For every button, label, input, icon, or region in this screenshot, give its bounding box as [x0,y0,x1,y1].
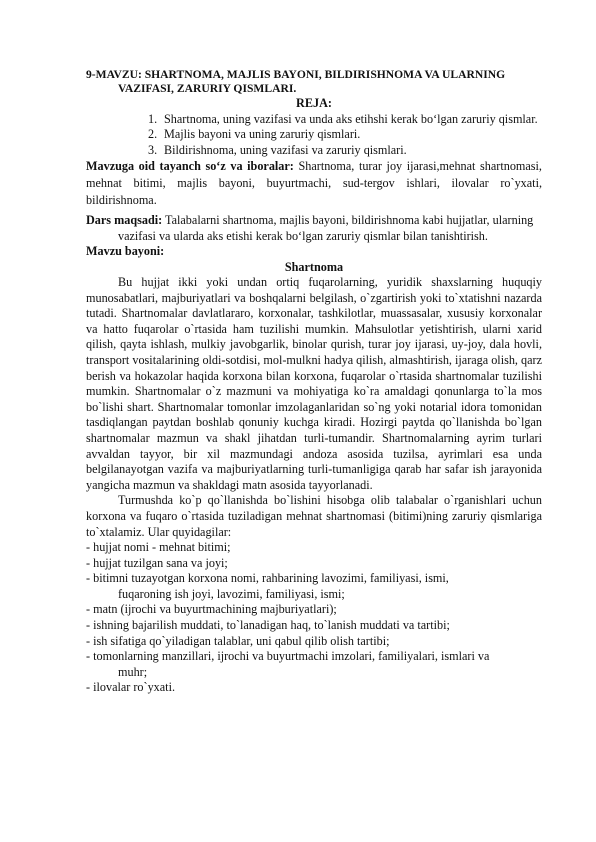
goal-label: Dars maqsadi: [86,213,163,227]
list-item-text: - bitimni tuzayotgan korxona nomi, rahbarining lavozimi, familiyasi, ismi, [86,571,449,586]
list-item [86,649,542,680]
list-item [86,602,542,618]
list-item [86,556,542,572]
plan-item-text: Shartnoma, uning vazifasi va unda aks etihshi kerak bo‘lgan zaruriy qismlar. [164,111,538,126]
requirements-list [86,540,542,696]
list-item [86,571,542,602]
goal-paragraph [86,213,542,244]
list-item-continuation: muhr; [118,664,148,679]
topic-line-2: VAZIFASI, ZARURIY QISMLARI. [118,82,297,95]
keywords-label: Mavzuga oid tayanch so‘z va iboralar: [86,159,294,173]
body-paragraph: Bu hujjat ikki yoki undan ortiq fuqarolarning, yuridik shaxslarning huquqiy munosabatlari, majburiyatlari va boshqalarni belgilash, o`zgartirish yoki to`xtatishni nazarda tutadi. Shartnomalar davlatlararo, korxonalar, tashkilotlar, muassasalar, xususiy korxonalar va hatto fuqarolar o`rtasida ham tuzilishi mumkin. Mahsulotlar yetishtirish, ularni xarid qilish, qayta ishlash, mulkiy javobgarlik, binolar qurish, turar joy ijarasi, uy-joy, dala hovli, transport vositalarining oldi-sotdisi, mol-mulkni hadya qilish, almashtirish, ijaraga olish, qarz berish va hokazolar haqida korxona bilan korxona, fuqarolar o`rtasida shartnomalar tuzilishi mumkin. Shartnomalar o`z mazmuni va mohiyatiga ko`ra amaldagi qonunlarga to`la mos bo`lishi shart. Shartnomalar tomonlar imzolaganlaridan so`ng yoki notarial idora tomonidan tasdiqlangan paytdan boshlab qonuniy kuchga kiradi. Hozirgi paytda qo`llanishda bo`lgan shartnomalar mazmun va shakl jihatdan turli-tumandir. Shartnomalarning ayrim turlari avvaldan tayyor, bir xil mazmundagi andoza asosida tuzilsa, ayrimlari esa unda belgilanayotgan vazifa va majburiyatlarning turli-tumanligiga qarab har safar ish jarayonida yangicha mazmun va shakldagi matn asosida tayyorlanadi. [86,275,542,492]
list-item [86,540,542,556]
plan-item-text: Majlis bayoni va uning zaruriy qismlari. [164,127,361,141]
keywords-paragraph [86,158,542,209]
list-item-text: - tomonlarning manzillari, ijrochi va buyurtmachi imzolari, familiyalari, ismlari va [86,649,490,664]
section-title: Shartnoma [284,259,344,274]
plan-item [148,143,542,159]
list-item-text: - ilovalar ro`yxati. [86,680,176,695]
list-item-text: - ish sifatiga qo`yiladigan talablar, uni qabul qilib olish tartibi; [86,633,390,648]
plan-item [148,127,542,143]
plan-list [86,112,542,159]
body-paragraph: Turmushda ko`p qo`llanishda bo`lishini hisobga olib talabalar o`rganishlari uchun korxona va fuqaro o`rtasida tuziladigan mehnat shartnomasi (bitimi)ning zaruriy qismlariga to`xtalamiz. Ular quyidagilar: [86,493,542,539]
list-item-continuation: fuqaroning ish joyi, lavozimi, familiyasi, ismi; [118,586,345,601]
list-item-text: - matn (ijrochi va buyurtmachining majburiyatlari); [86,602,337,617]
list-item-text: - hujjat nomi - mehnat bitimi; [86,540,231,555]
topic-line-1: 9-MAVZU: SHARTNOMA, MAJLIS BAYONI, BILDIRISHNOMA VA ULARNING [86,68,506,81]
plan-title: REJA: [296,96,332,110]
plan-item-number: 2. [148,127,158,141]
list-item [86,680,542,696]
plan-item [148,112,542,128]
goal-text: Talabalarni shartnoma, majlis bayoni, bildirishnoma kabi hujjatlar, ularning vazifasi va ularda aks etishi kerak bo‘lgan zaruriy qismlar bilan tanishtirish. [118,213,534,243]
list-item [86,634,542,650]
plan-item-number: 3. [148,142,158,157]
plan-item-text: Bildirishnoma, uning vazifasi va zaruriy qismlari. [164,142,407,157]
keywords-text: Shartnoma, turar joy ijarasi,mehnat shartnomasi, mehnat bitimi, majlis bayoni, buyurtmachi, sud-tergov ishlari, ilovalar ro`yxati, bildirishnoma. [86,159,542,207]
list-item-text: - hujjat tuzilgan sana va joyi; [86,555,228,570]
list-item-text: - ishning bajarilish muddati, to`lanadigan haq, to`lanish muddati va tartibi; [86,618,450,633]
topic-heading [86,68,542,96]
plan-item-number: 1. [148,111,158,126]
body-heading: Mavzu bayoni: [86,244,165,258]
list-item [86,618,542,634]
